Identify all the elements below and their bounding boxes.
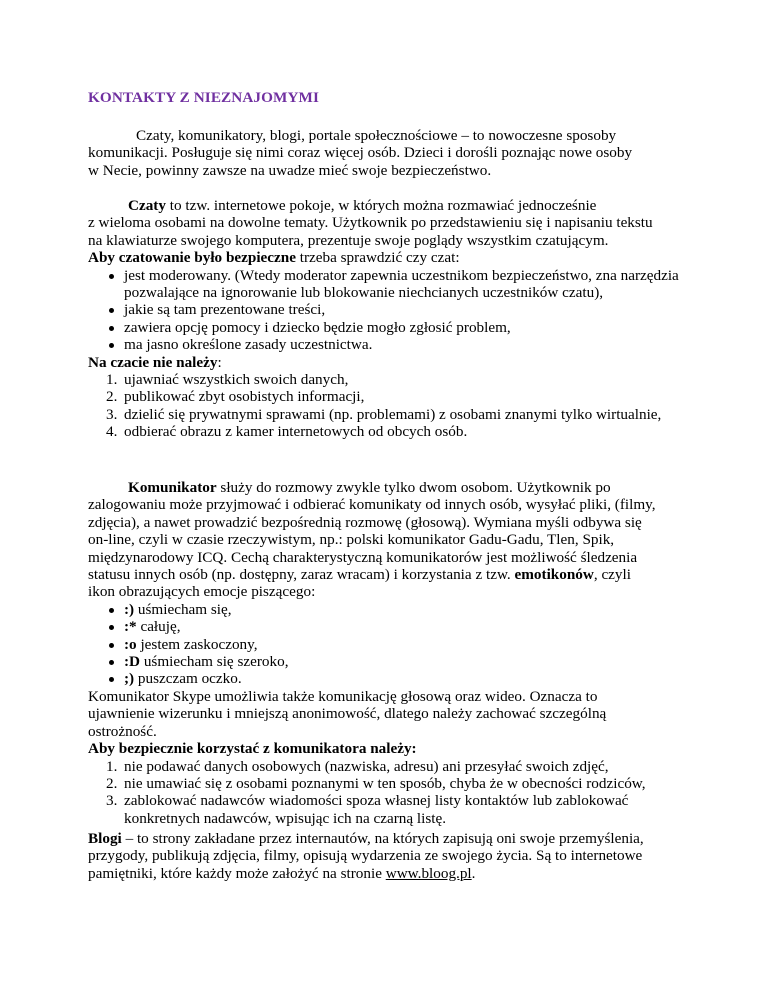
bloog-link[interactable]: www.bloog.pl — [385, 864, 472, 882]
chat-dont-heading: Na czacie nie należy: — [88, 353, 222, 371]
komunikator-paragraph-line: statusu innych osób (np. dostępny, zaraz wracam) i korzystania z tzw. emotikonów, czyli — [88, 566, 631, 584]
intro-paragraph — [88, 127, 700, 179]
emoticon-code: :* — [124, 618, 137, 636]
komunikator-section — [88, 479, 700, 827]
blog-paragraph-line: przygody, publikują zdjęcia, filmy, opisują wydarzenia ze swojego życia. Są to internetowe — [88, 847, 643, 865]
chat-paragraph-line: z wieloma osobami na dowolne tematy. Użytkownik po przedstawieniu się i napisaniu tekstu — [88, 214, 653, 232]
emoticon-code: :D — [124, 653, 141, 671]
komunikator-paragraph-line: międzynarodowy ICQ. Cechą charakterystyczną komunikatorów jest możliwość śledzenia — [88, 548, 638, 566]
list-item: 2. nie umawiać się z osobami poznanymi w ten sposób, chyba że w obecności rodziców, — [106, 774, 646, 792]
list-item: :) uśmiecham się, — [88, 601, 700, 618]
intro-line: Czaty, komunikatory, blogi, portale społecznościowe – to nowoczesne sposoby — [136, 127, 617, 144]
blog-term: Blogi — [88, 830, 122, 847]
intro-line: komunikacji. Posługuje się nimi coraz więcej osób. Dzieci i dorośli poznając nowe osoby — [88, 144, 633, 162]
list-item: jest moderowany. (Wtedy moderator zapewnia uczestnikom bezpieczeństwo, zna narzędzia pozwalające na ignorowanie lub blokowanie niechcianych uczestników czatu), — [88, 267, 700, 302]
komunikator-paragraph-line: zdjęcia), a nawet prowadzić bezpośrednią rozmowę (głosową). Wymiana myśli odbywa się — [88, 513, 642, 531]
list-item: jakie są tam prezentowane treści, — [88, 301, 700, 318]
emoticon-list — [88, 601, 700, 688]
list-item: ma jasno określone zasady uczestnictwa. — [88, 336, 700, 353]
list-item: ;) puszczam oczko. — [88, 670, 700, 687]
emoticon-code: :o — [124, 635, 137, 653]
chat-safe-list — [88, 267, 700, 354]
emoticon-code: ;) — [124, 670, 135, 688]
komunikator-safe-list — [88, 758, 700, 828]
komunikator-paragraph-line: Komunikator służy do rozmowy zwykle tylko dwom osobom. Użytkownik po — [128, 479, 611, 496]
blog-section — [88, 830, 700, 882]
intro-line: w Necie, powinny zawsze na uwadze mieć swoje bezpieczeństwo. — [88, 161, 492, 179]
skype-paragraph-line: ujawnienie wizerunku i mniejszą anonimowość, dlatego należy zachować szczególną — [88, 705, 607, 723]
list-item: 3. zablokować nadawców wiadomości spoza własnej listy kontaktów lub zablokować konkretnych nadawców, wpisując ich na czarną listę. — [106, 792, 629, 827]
list-item: :* całuję, — [88, 618, 700, 635]
list-item: 2. publikować zbyt osobistych informacji, — [106, 388, 365, 406]
chat-paragraph-line: na klawiaturze swojego komputera, prezentuje swoje poglądy wszystkim czatującym. — [88, 231, 609, 249]
skype-paragraph-line: ostrożność. — [88, 722, 157, 740]
list-item: 1. nie podawać danych osobowych (nazwiska, adresu) ani przesyłać swoich zdjęć, — [106, 757, 609, 775]
document-title: KONTAKTY Z NIEZNAJOMYMI — [88, 89, 319, 106]
chat-safe-heading: Aby czatowanie było bezpieczne trzeba sprawdzić czy czat: — [88, 249, 460, 267]
list-item: 4. odbierać obrazu z kamer internetowych od obcych osób. — [106, 423, 468, 441]
komunikator-paragraph-line: zalogowaniu może przyjmować i odbierać komunikaty od innych osób, wysyłać pliki, (filmy, — [88, 496, 656, 514]
chat-term: Czaty — [128, 197, 166, 214]
list-item: 1. ujawniać wszystkich swoich danych, — [106, 371, 349, 389]
komunikator-term: Komunikator — [128, 479, 217, 496]
emoticon-code: :) — [124, 600, 135, 618]
blog-paragraph-line: pamiętniki, które każdy może założyć na stronie www.bloog.pl. — [88, 864, 476, 882]
chat-section — [88, 197, 700, 441]
list-item: :D uśmiecham się szeroko, — [88, 653, 700, 670]
komunikator-paragraph-line: ikon obrazujących emocje piszącego: — [88, 583, 316, 601]
blog-paragraph-line: Blogi – to strony zakładane przez internautów, na których zapisują oni swoje przemyślenia, — [88, 830, 644, 847]
skype-paragraph-line: Komunikator Skype umożliwia także komunikację głosową oraz wideo. Oznacza to — [88, 687, 598, 705]
list-item: :o jestem zaskoczony, — [88, 636, 700, 653]
list-item: 3. dzielić się prywatnymi sprawami (np. problemami) z osobami znanymi tylko wirtualnie, — [106, 405, 662, 423]
chat-paragraph-line: Czaty to tzw. internetowe pokoje, w których można rozmawiać jednocześnie — [128, 197, 597, 214]
chat-dont-list — [88, 371, 700, 441]
komunikator-paragraph-line: on-line, czyli w czasie rzeczywistym, np.: polski komunikator Gadu-Gadu, Tlen, Spik, — [88, 531, 615, 549]
list-item: zawiera opcję pomocy i dziecko będzie mogło zgłosić problem, — [88, 319, 700, 336]
komunikator-safe-heading: Aby bezpiecznie korzystać z komunikatora należy: — [88, 740, 417, 758]
